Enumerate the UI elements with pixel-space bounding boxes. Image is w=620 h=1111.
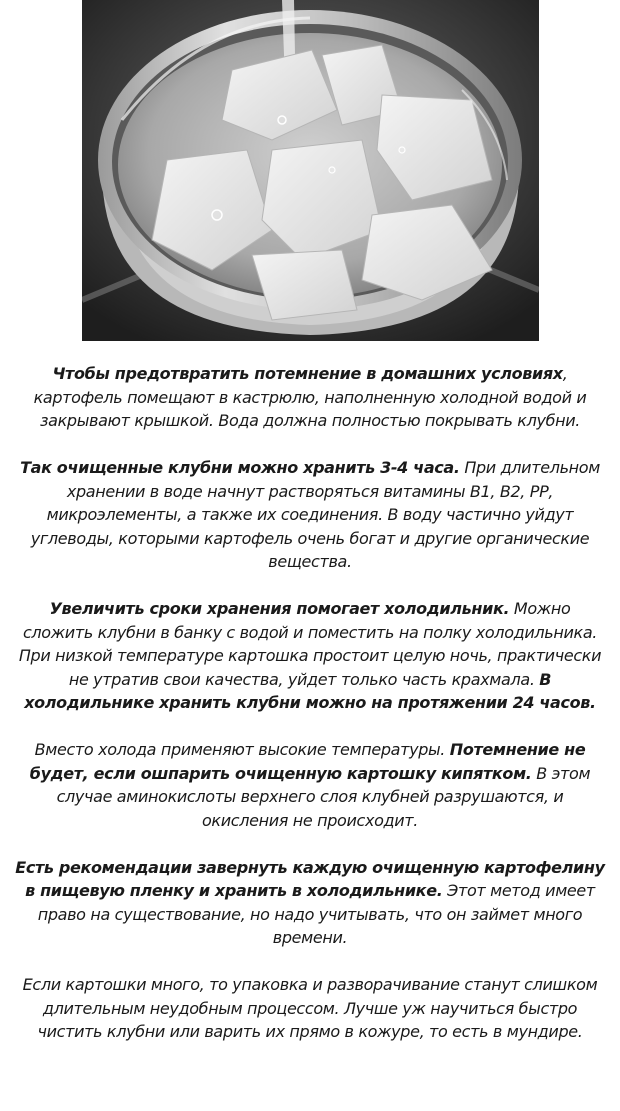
- article-body: [14, 362, 606, 1067]
- emphasis: В холодильнике хранить клубни можно на протяжении 24 часов.: [24, 669, 596, 712]
- emphasis: Чтобы предотвратить потемнение в домашних условиях: [52, 364, 563, 383]
- text: Этот метод имеет право на существование, но надо учитывать, что он займет много времени.: [37, 881, 595, 947]
- paragraph-storage-time: [14, 456, 606, 574]
- text: , картофель помещают в кастрюлю, наполненную холодной водой и закрывают крышкой. Вода должна полностью покрывать клубни.: [33, 364, 587, 430]
- emphasis: Есть рекомендации завернуть каждую очищенную картофелину в пищевую пленку и хранить в холодильнике.: [15, 857, 605, 900]
- potatoes-in-pot-photo: [82, 0, 539, 341]
- text: Можно сложить клубни в банку с водой и поместить на полку холодильника. При низкой температуре картошка простоит целую ночь, практически не утратив свои качества, уйдет только часть крахмала.: [18, 599, 602, 689]
- text: Вместо холода применяют высокие температуры.: [34, 740, 450, 759]
- paragraph-prevent-darkening: [14, 362, 606, 433]
- emphasis: Увеличить сроки хранения помогает холодильник.: [49, 599, 510, 618]
- pot-illustration: [82, 0, 539, 341]
- emphasis: Так очищенные клубни можно хранить 3-4 часа.: [20, 458, 460, 477]
- text: Если картошки много, то упаковка и разворачивание станут слишком длительным неудобным процессом. Лучше уж научиться быстро чистить клубни или варить их прямо в кожуре, то есть в мундире.: [22, 975, 598, 1041]
- paragraph-conclusion: [14, 973, 606, 1044]
- paragraph-boiling-water: [14, 738, 606, 832]
- paragraph-fridge: [14, 597, 606, 715]
- paragraph-food-wrap: [14, 856, 606, 950]
- text: В этом случае аминокислоты верхнего слоя клубней разрушаются, и окисления не происходит.: [56, 763, 591, 830]
- text: При длительном хранении в воде начнут растворяться витамины В1, В2, РР, микроэлементы, а также их соединения. В воду частично уйдут углеводы, которыми картофель очень богат и другие органические вещества.: [30, 458, 600, 571]
- emphasis: Потемнение не будет, если ошпарить очищенную картошку кипятком.: [29, 740, 586, 783]
